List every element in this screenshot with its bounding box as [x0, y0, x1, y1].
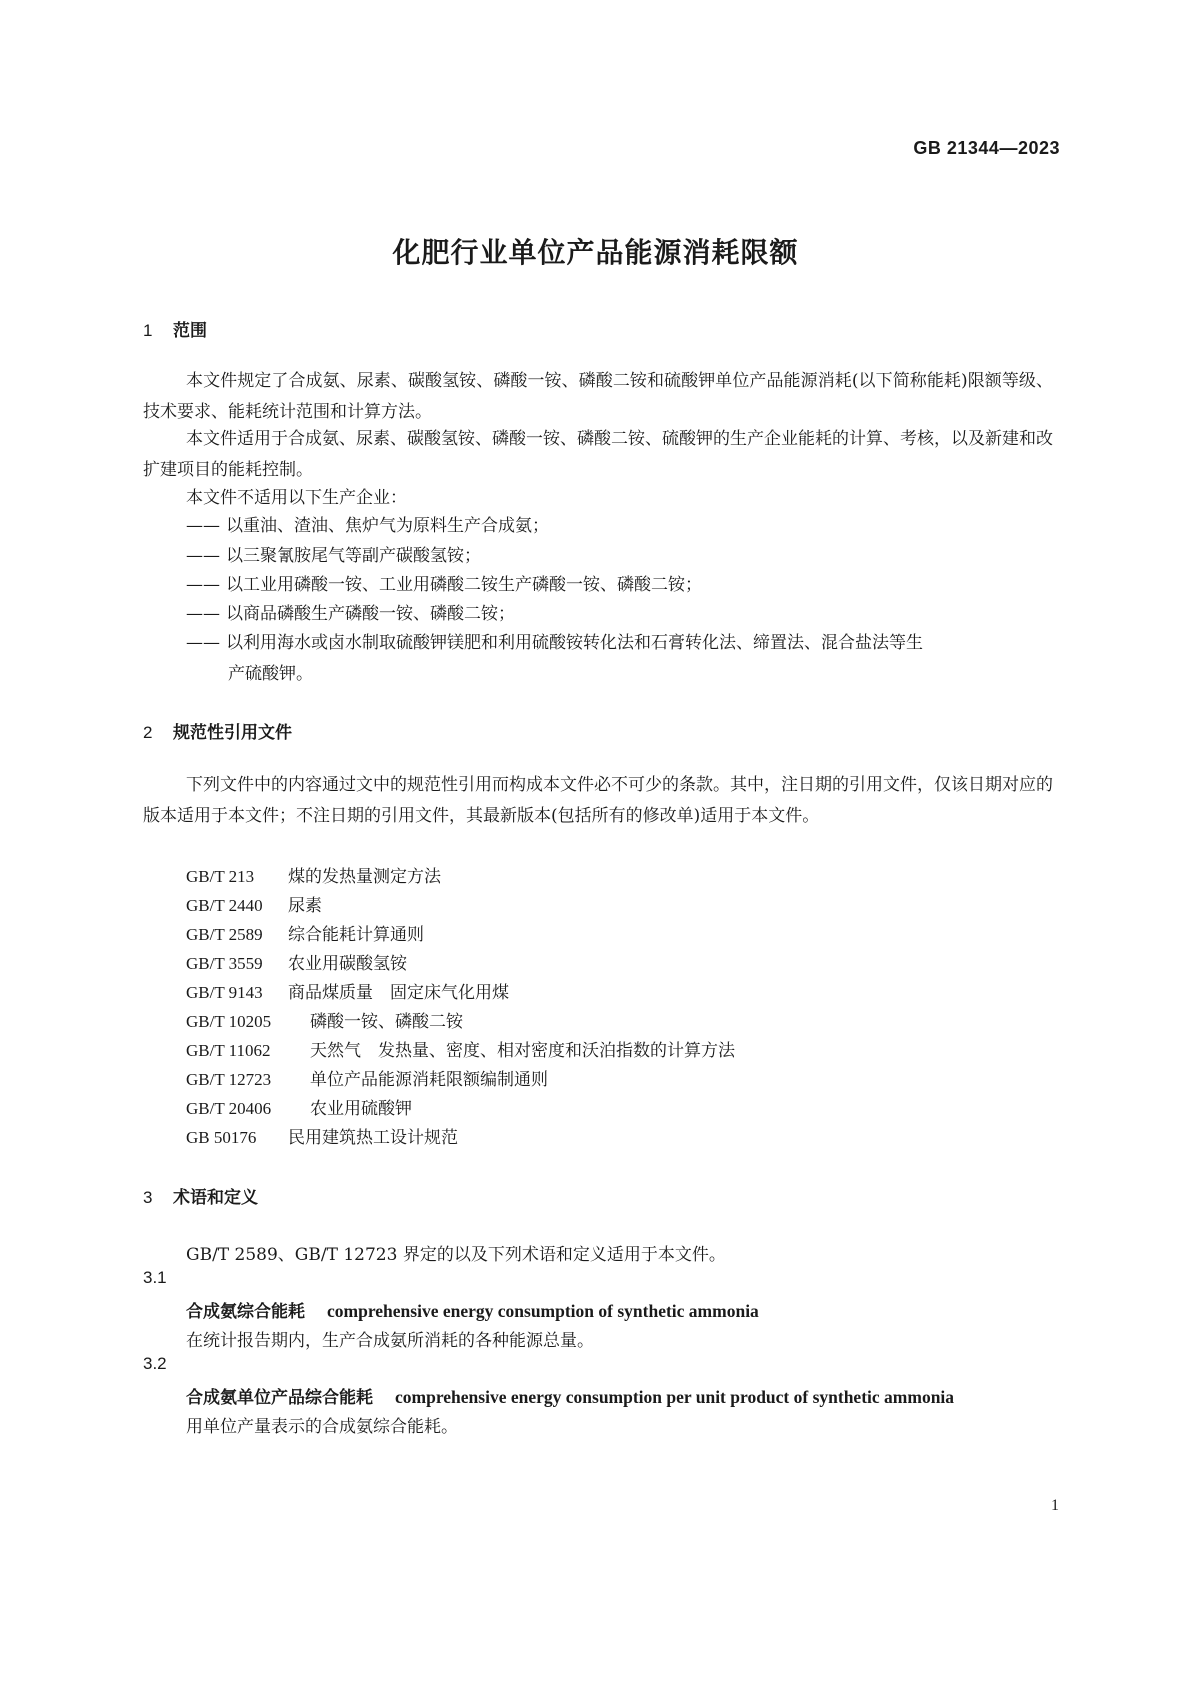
reference-code: GB/T 20406 — [186, 1099, 272, 1118]
item-text: 以利用海水或卤水制取硫酸钾镁肥和利用硫酸铵转化法和石膏转化法、缔置法、混合盐法等生 — [226, 633, 923, 653]
clause-number: 3.1 — [143, 1268, 167, 1287]
reference-name: 民用建筑热工设计规范 — [288, 1128, 458, 1148]
term-entry — [186, 1297, 759, 1322]
standard-code: GB 21344—2023 — [913, 138, 1060, 158]
section-1-paragraph-2: 本文件适用于合成氨、尿素、碳酸氢铵、磷酸一铵、磷酸二铵、硫酸钾的生产企业能耗的计算、考核，以及新建和改扩建项目的能耗控制。 — [143, 429, 1053, 480]
reference-name: 综合能耗计算通则 — [288, 925, 424, 945]
section-3-intro: GB/T 2589、GB/T 12723 界定的以及下列术语和定义适用于本文件。 — [186, 1245, 726, 1265]
section-2-heading — [143, 718, 292, 743]
reference-entry — [186, 978, 509, 1003]
reference-code: GB/T 2440 — [186, 896, 263, 915]
dash-marker: —— — [186, 546, 220, 566]
dash-marker: —— — [186, 575, 220, 595]
reference-entry — [186, 1123, 458, 1148]
exclusion-item — [186, 599, 1054, 630]
term-entry — [186, 1383, 954, 1408]
section-title: 规范性引用文件 — [173, 723, 292, 743]
term-chinese: 合成氨综合能耗 — [186, 1302, 305, 1322]
section-number: 3 — [143, 1188, 153, 1207]
term-chinese: 合成氨单位产品综合能耗 — [186, 1388, 373, 1408]
reference-entry — [186, 1094, 412, 1119]
reference-entry — [186, 1007, 463, 1032]
reference-name: 商品煤质量 固定床气化用煤 — [288, 983, 509, 1003]
reference-code: GB/T 3559 — [186, 954, 263, 973]
dash-marker: —— — [186, 604, 220, 624]
term-definition: 在统计报告期内，生产合成氨所消耗的各种能源总量。 — [186, 1331, 594, 1351]
section-title: 术语和定义 — [173, 1188, 258, 1208]
section-1-paragraph-1: 本文件规定了合成氨、尿素、碳酸氢铵、磷酸一铵、磷酸二铵和硫酸钾单位产品能源消耗(以下简称能耗)限额等级、技术要求、能耗统计范围和计算方法。 — [143, 371, 1053, 422]
reference-entry — [186, 949, 407, 974]
term-english: comprehensive energy consumption per unit product of synthetic ammonia — [395, 1387, 955, 1407]
section-number: 1 — [143, 321, 153, 340]
reference-entry — [186, 862, 441, 887]
reference-code: GB/T 11062 — [186, 1041, 271, 1060]
reference-name: 单位产品能源消耗限额编制通则 — [310, 1070, 548, 1090]
term-english: comprehensive energy consumption of synthetic ammonia — [327, 1301, 759, 1321]
reference-entry — [186, 1036, 735, 1061]
reference-code: GB/T 2589 — [186, 925, 263, 944]
section-2-paragraph-1: 下列文件中的内容通过文中的规范性引用而构成本文件必不可少的条款。其中，注日期的引用文件，仅该日期对应的版本适用于本文件；不注日期的引用文件，其最新版本(包括所有的修改单)适用于本文件。 — [143, 775, 1053, 826]
exclusion-item — [186, 628, 1054, 689]
reference-name: 煤的发热量测定方法 — [288, 867, 441, 887]
document-title: 化肥行业单位产品能源消耗限额 — [392, 236, 799, 269]
reference-name: 农业用碳酸氢铵 — [288, 954, 407, 974]
item-text: 以重油、渣油、焦炉气为原料生产合成氨； — [226, 516, 549, 536]
reference-name: 农业用硫酸钾 — [310, 1099, 412, 1119]
exclusion-item — [186, 541, 1054, 572]
section-1-heading — [143, 316, 207, 341]
reference-name: 尿素 — [288, 896, 322, 916]
reference-entry — [186, 891, 322, 916]
reference-entry — [186, 920, 424, 945]
item-text: 以工业用磷酸一铵、工业用磷酸二铵生产磷酸一铵、磷酸二铵； — [226, 575, 702, 595]
section-3-heading — [143, 1183, 258, 1208]
item-text: 以三聚氰胺尾气等副产碳酸氢铵； — [226, 546, 481, 566]
item-text: 以商品磷酸生产磷酸一铵、磷酸二铵； — [226, 604, 515, 624]
exclusion-item — [186, 570, 1054, 601]
reference-code: GB/T 213 — [186, 867, 255, 886]
reference-name: 磷酸一铵、磷酸二铵 — [310, 1012, 463, 1032]
reference-name: 天然气 发热量、密度、相对密度和沃泊指数的计算方法 — [310, 1041, 735, 1061]
reference-code: GB/T 10205 — [186, 1012, 272, 1031]
reference-code: GB 50176 — [186, 1128, 257, 1147]
exclusion-item — [186, 511, 1054, 542]
reference-entry — [186, 1065, 548, 1090]
dash-marker: —— — [186, 633, 220, 653]
section-1-paragraph-3: 本文件不适用以下生产企业： — [186, 488, 407, 508]
clause-number: 3.2 — [143, 1354, 167, 1373]
dash-marker: —— — [186, 516, 220, 536]
page-number: 1 — [1051, 1497, 1059, 1514]
section-number: 2 — [143, 723, 153, 742]
section-title: 范围 — [173, 321, 207, 341]
reference-code: GB/T 12723 — [186, 1070, 272, 1089]
term-definition: 用单位产量表示的合成氨综合能耗。 — [186, 1417, 458, 1437]
reference-code: GB/T 9143 — [186, 983, 263, 1002]
item-text-continuation: 产硫酸钾。 — [228, 663, 313, 684]
